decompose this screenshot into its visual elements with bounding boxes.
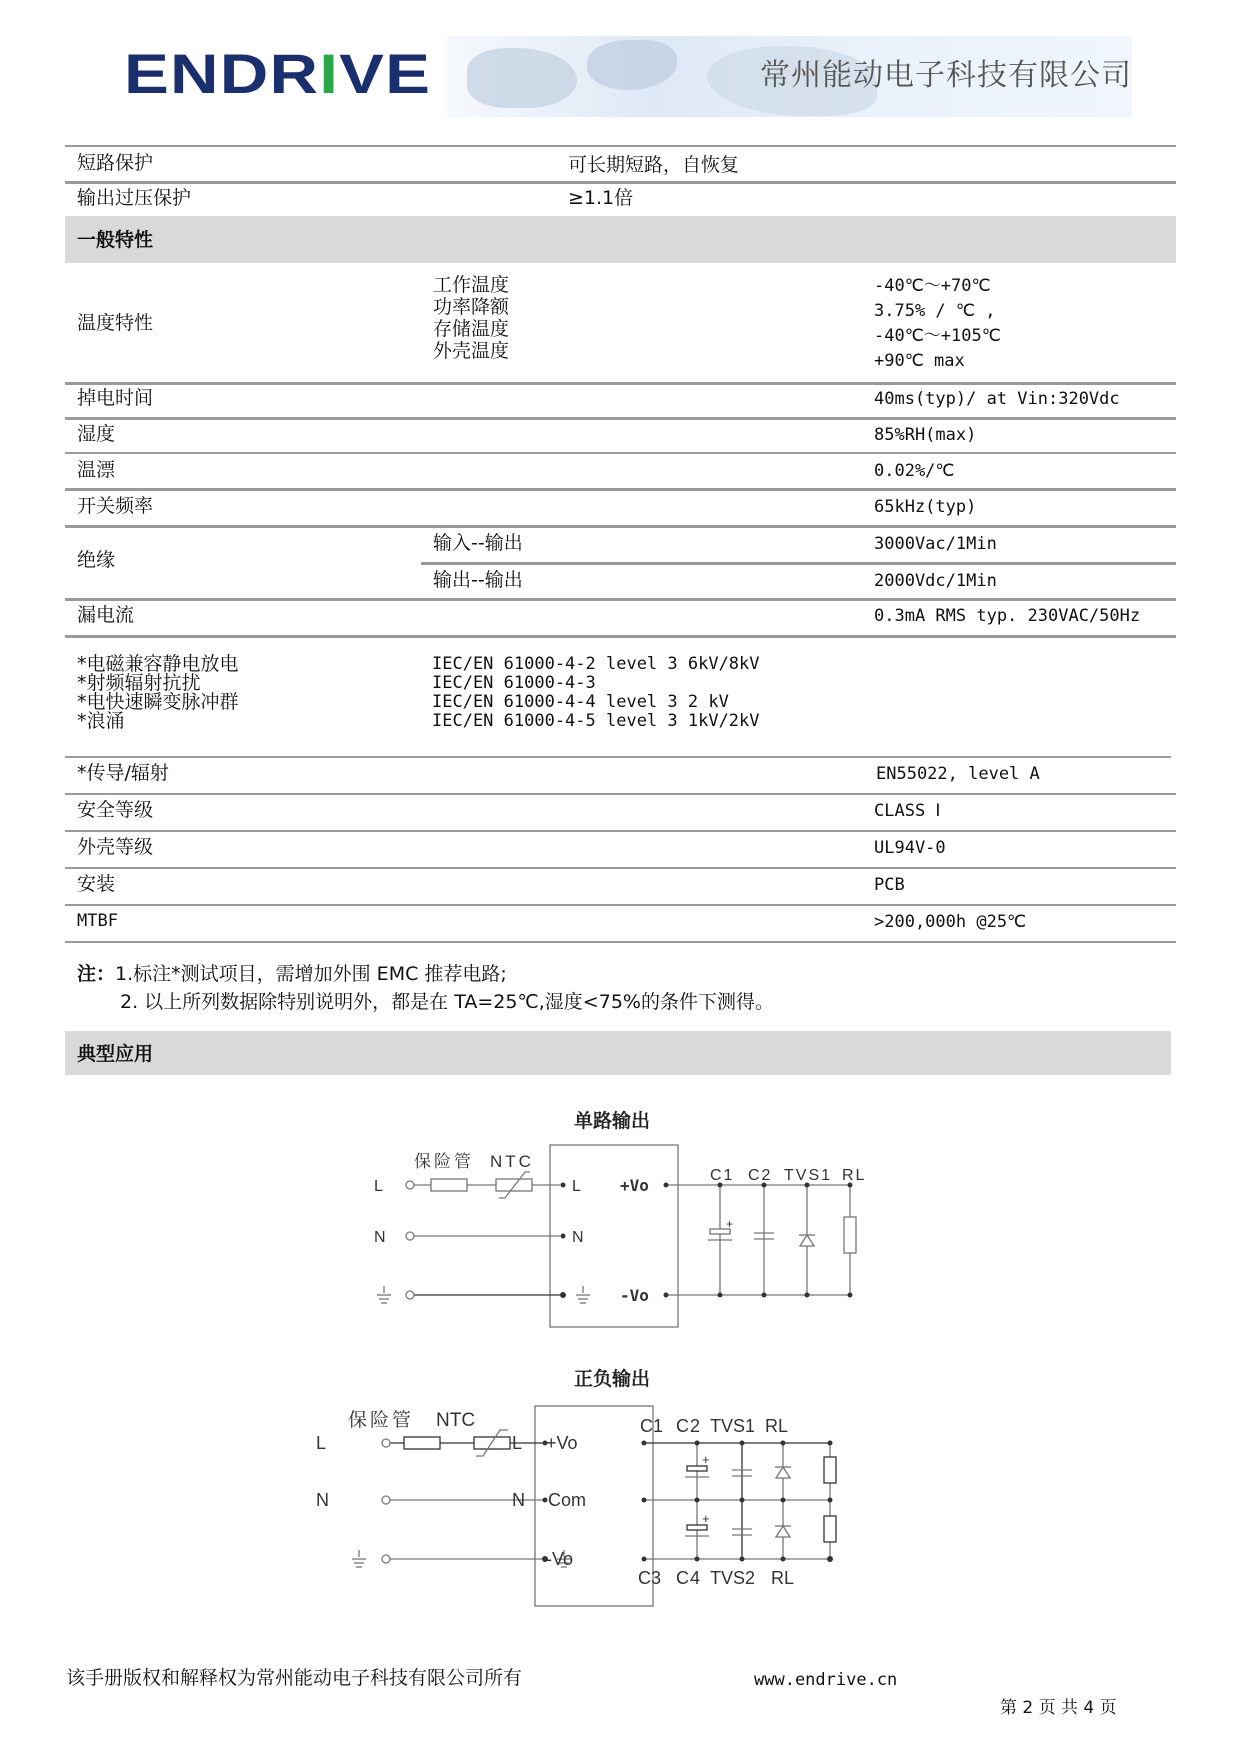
row-label: 安装: [77, 873, 116, 895]
svg-text:+Vo: +Vo: [620, 1176, 649, 1195]
company-name: 常州能动电子科技有限公司: [760, 58, 1132, 93]
svg-text:NTC: NTC: [436, 1410, 476, 1431]
note-prefix: 注：: [77, 963, 116, 985]
diagram-title: 单路输出: [574, 1110, 651, 1132]
note-text: 1.标注*测试项目，需增加外围 EMC 推荐电路;: [115, 963, 507, 985]
input-label: N: [374, 1229, 386, 1246]
row-value: CLASS Ⅰ: [874, 801, 941, 821]
logo-text: ENDR: [124, 42, 320, 105]
item-name: 外壳温度: [433, 340, 510, 362]
item-value: +90℃ max: [874, 351, 965, 371]
divider: [65, 181, 1176, 184]
row-label: 开关频率: [77, 495, 154, 517]
emc-values: [432, 655, 760, 731]
row-label: 掉电时间: [77, 387, 154, 409]
item-value: -40℃～+70℃: [874, 276, 991, 296]
footer-website-link[interactable]: www.endrive.cn: [754, 1670, 898, 1690]
note-line-1: [77, 962, 507, 986]
item-name: 存储温度: [433, 318, 510, 340]
svg-text:N: N: [572, 1229, 584, 1246]
svg-text:N: N: [512, 1490, 525, 1510]
emc-name: *电磁兼容静电放电: [77, 653, 239, 675]
row-value: EN55022, level A: [876, 764, 1040, 784]
row-label: 温度特性: [77, 312, 154, 334]
row-value: >200,000h @25℃: [874, 912, 1027, 932]
row-value: ≥1.1倍: [568, 187, 634, 209]
divider: [65, 756, 1171, 758]
svg-text:RL: RL: [771, 1568, 795, 1588]
divider: [65, 598, 1176, 601]
item-name: 工作温度: [433, 274, 510, 296]
divider: [65, 904, 1176, 906]
logo-text-accent: I: [319, 42, 340, 105]
svg-text:L: L: [316, 1433, 327, 1453]
svg-text:C1: C1: [640, 1416, 664, 1436]
svg-text:NTC: NTC: [490, 1152, 534, 1171]
divider: [65, 452, 1176, 454]
emc-value: IEC/EN 61000-4-3: [432, 673, 596, 693]
svg-text:L: L: [572, 1178, 581, 1195]
row-value: UL94V-0: [874, 838, 946, 858]
divider: [65, 488, 1176, 491]
item-name: 输出--输出: [433, 569, 523, 591]
row-label: 湿度: [77, 423, 116, 445]
section-header-application: [65, 1031, 1171, 1075]
svg-text:TVS1: TVS1: [710, 1416, 756, 1436]
note-line-2: 2. 以上所列数据除特别说明外，都是在 TA=25℃,湿度<75%的条件下测得。: [120, 991, 774, 1013]
item-value: 3.75% / ℃ ,: [874, 301, 996, 321]
row-label: 外壳等级: [77, 836, 154, 858]
world-map-graphic: [587, 40, 677, 90]
svg-text:C2: C2: [748, 1167, 773, 1184]
item-value: -40℃～+105℃: [874, 326, 1001, 346]
emc-value: IEC/EN 61000-4-5 level 3 1kV/2kV: [432, 711, 760, 731]
svg-text:+: +: [726, 1217, 734, 1231]
page-number: 第 2 页 共 4 页: [1000, 1698, 1117, 1718]
emc-name: *电快速瞬变脉冲群: [77, 691, 239, 713]
svg-text:C2: C2: [676, 1416, 702, 1436]
endrive-logo: [124, 44, 431, 104]
row-value: 0.02%/℃: [874, 461, 955, 481]
svg-text:-Vo: -Vo: [546, 1549, 574, 1569]
item-name: 功率降额: [433, 296, 510, 318]
row-label: 绝缘: [77, 549, 116, 571]
row-value: 可长期短路，自恢复: [568, 154, 740, 176]
svg-text:+: +: [702, 1511, 710, 1526]
row-label: 短路保护: [77, 152, 154, 174]
svg-text:+: +: [702, 1452, 710, 1467]
row-value: 85%RH(max): [874, 425, 977, 445]
single-output-circuit-diagram: [370, 1140, 890, 1340]
svg-text:+Vo: +Vo: [546, 1433, 578, 1453]
divider: [65, 417, 1176, 420]
emc-names: [77, 655, 239, 731]
row-value: 65kHz(typ): [874, 497, 977, 517]
divider: [65, 525, 1176, 528]
input-label: L: [374, 1178, 383, 1195]
divider: [65, 867, 1176, 869]
row-value: 0.3mA RMS typ. 230VAC/50Hz: [874, 606, 1141, 626]
svg-text:C4: C4: [676, 1568, 702, 1588]
svg-text:保险管: 保险管: [414, 1152, 474, 1171]
item-name: 输入--输出: [433, 532, 523, 554]
svg-text:L: L: [512, 1433, 523, 1453]
row-label: *传导/辐射: [77, 762, 169, 784]
svg-text:RL: RL: [842, 1167, 867, 1184]
temperature-values: [874, 274, 1001, 374]
svg-text:保险管: 保险管: [348, 1410, 415, 1431]
section-header-general: [65, 216, 1176, 263]
svg-text:C3: C3: [638, 1568, 662, 1588]
row-label: 安全等级: [77, 799, 154, 821]
temperature-items: [433, 274, 509, 362]
svg-text:TVS2: TVS2: [710, 1568, 756, 1588]
footer-copyright: 该手册版权和解释权为常州能动电子科技有限公司所有: [66, 1667, 523, 1689]
svg-text:Com: Com: [548, 1490, 587, 1510]
svg-text:C1: C1: [710, 1167, 735, 1184]
row-label: MTBF: [77, 911, 118, 931]
dual-output-circuit-diagram: [316, 1398, 900, 1618]
diagram-title: 正负输出: [574, 1368, 651, 1390]
emc-name: *浪涌: [77, 710, 125, 732]
row-label: 漏电流: [77, 604, 135, 626]
row-value: PCB: [874, 875, 905, 895]
divider: [65, 382, 1176, 385]
svg-text:-Vo: -Vo: [620, 1286, 649, 1305]
svg-text:N: N: [316, 1490, 329, 1510]
divider: [65, 635, 1176, 638]
item-value: 2000Vdc/1Min: [874, 571, 997, 591]
section-title: 一般特性: [77, 229, 154, 251]
svg-text:RL: RL: [765, 1416, 789, 1436]
svg-text:TVS1: TVS1: [784, 1167, 833, 1184]
emc-value: IEC/EN 61000-4-2 level 3 6kV/8kV: [432, 654, 760, 674]
divider: [65, 941, 1176, 943]
row-value: 40ms(typ)/ at Vin:320Vdc: [874, 389, 1120, 409]
item-value: 3000Vac/1Min: [874, 534, 997, 554]
divider: [65, 793, 1176, 795]
emc-value: IEC/EN 61000-4-4 level 3 2 kV: [432, 692, 729, 712]
logo-text: VE: [339, 42, 432, 105]
divider: [65, 145, 1176, 147]
row-label: 温漂: [77, 459, 116, 481]
divider: [421, 562, 1176, 565]
emc-name: *射频辐射抗扰: [77, 672, 201, 694]
row-label: 输出过压保护: [77, 187, 192, 209]
divider: [65, 830, 1176, 832]
world-map-graphic: [467, 48, 577, 108]
section-title: 典型应用: [77, 1043, 154, 1065]
